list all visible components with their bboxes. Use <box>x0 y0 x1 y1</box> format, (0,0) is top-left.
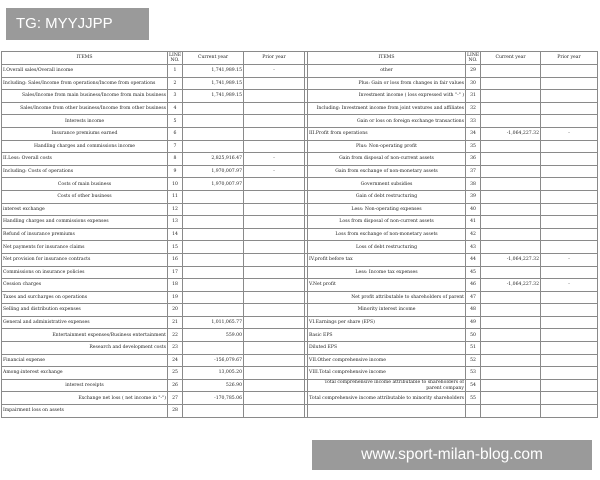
header-current-left: Current year <box>183 52 244 65</box>
row-prior-year-left <box>244 90 305 103</box>
row-item-right: Plus: Non-operating profit <box>308 140 466 153</box>
row-item-right: Total comprehensive income attributable to minority shareholders <box>308 392 466 405</box>
row-prior-year-right <box>541 329 598 342</box>
row-line-no-left: 21 <box>168 316 183 329</box>
header-line-left: LINE NO. <box>169 52 182 63</box>
row-prior-year-right: - <box>541 127 598 140</box>
table-row <box>2 102 598 115</box>
row-current-year-left: 1,970,007.97 <box>183 178 244 191</box>
row-prior-year-left <box>244 367 305 380</box>
row-item-right: Gain from exchange of non-monetary assets <box>308 165 466 178</box>
row-item-left: Impairment loss on assets <box>2 405 168 418</box>
row-line-no-left: 10 <box>168 178 183 191</box>
row-prior-year-left <box>244 127 305 140</box>
table-row <box>2 392 598 405</box>
table-row <box>2 65 598 78</box>
row-item-left: Cession charges <box>2 279 168 292</box>
row-current-year-right: -1,064,227.32 <box>481 279 541 292</box>
row-line-no-left: 14 <box>168 228 183 241</box>
header-current-right: Current year <box>481 52 541 65</box>
row-prior-year-left <box>244 216 305 229</box>
row-prior-year-left <box>244 203 305 216</box>
row-current-year-left: 1,741,989.15 <box>183 65 244 78</box>
row-current-year-left <box>183 127 244 140</box>
row-line-no-left: 12 <box>168 203 183 216</box>
row-prior-year-left <box>244 291 305 304</box>
row-prior-year-left <box>244 405 305 418</box>
row-current-year-right <box>481 190 541 203</box>
row-line-no-left: 27 <box>168 392 183 405</box>
row-line-no-right: 41 <box>466 216 481 229</box>
header-items-left: ITEMS <box>2 52 168 65</box>
row-line-no-right: 44 <box>466 253 481 266</box>
row-current-year-left <box>183 253 244 266</box>
row-current-year-right <box>481 77 541 90</box>
row-line-no-right: 53 <box>466 367 481 380</box>
row-prior-year-right <box>541 216 598 229</box>
row-line-no-left: 17 <box>168 266 183 279</box>
row-current-year-right <box>481 228 541 241</box>
row-prior-year-right <box>541 291 598 304</box>
row-line-no-left: 16 <box>168 253 183 266</box>
row-item-left: Costs of other business <box>2 190 168 203</box>
row-item-right: Minority interest income <box>308 304 466 317</box>
row-line-no-left: 24 <box>168 354 183 367</box>
row-prior-year-left <box>244 241 305 254</box>
header-line-right: LINE NO. <box>467 52 480 63</box>
row-item-right: Plus: Gain or loss from changes in fair values <box>308 77 466 90</box>
row-line-no-left: 7 <box>168 140 183 153</box>
row-item-left: General and administrative expenses <box>2 316 168 329</box>
table-row <box>2 304 598 317</box>
row-line-no-right: 33 <box>466 115 481 128</box>
row-item-left: Sales/Income from main business/Income from main business <box>2 90 168 103</box>
row-prior-year-left <box>244 77 305 90</box>
row-item-left: Among:interest exchange <box>2 367 168 380</box>
row-current-year-left: -156,079.67 <box>183 354 244 367</box>
row-current-year-left: 1,011,065.77 <box>183 316 244 329</box>
row-line-no-right: 55 <box>466 392 481 405</box>
row-item-left: Interests income <box>2 115 168 128</box>
row-item-right: VII.Other comprehensive income <box>308 354 466 367</box>
header-prior-left: Prior year <box>244 52 305 65</box>
row-prior-year-right <box>541 153 598 166</box>
row-item-left: interest receipts <box>2 379 168 392</box>
row-current-year-right <box>481 115 541 128</box>
row-prior-year-right <box>541 367 598 380</box>
row-prior-year-left <box>244 178 305 191</box>
row-prior-year-right <box>541 241 598 254</box>
row-prior-year-right <box>541 316 598 329</box>
table-row <box>2 140 598 153</box>
row-item-left: interest exchange <box>2 203 168 216</box>
table-row <box>2 354 598 367</box>
row-current-year-right <box>481 354 541 367</box>
row-prior-year-left <box>244 354 305 367</box>
row-line-no-left: 11 <box>168 190 183 203</box>
row-item-right: VIII.Total comprehensive income <box>308 367 466 380</box>
row-prior-year-left <box>244 190 305 203</box>
watermark: www.sport-milan-blog.com <box>312 440 592 470</box>
row-item-left: Research and development costs <box>2 342 168 355</box>
row-current-year-right <box>481 316 541 329</box>
row-item-right: Net profit attributable to shareholders of parent <box>308 291 466 304</box>
row-line-no-right: 38 <box>466 178 481 191</box>
row-current-year-right <box>481 65 541 78</box>
row-item-right: Less: Income tax expenses <box>308 266 466 279</box>
income-statement-table <box>1 51 598 418</box>
row-prior-year-left <box>244 253 305 266</box>
row-item-right: Diluted EPS <box>308 342 466 355</box>
row-prior-year-left <box>244 140 305 153</box>
row-item-left: I.Overall sales/Overall income <box>2 65 168 78</box>
row-current-year-right: -1,064,227.32 <box>481 253 541 266</box>
row-current-year-right <box>481 392 541 405</box>
row-prior-year-right: - <box>541 253 598 266</box>
row-prior-year-left <box>244 379 305 392</box>
row-line-no-right: 35 <box>466 140 481 153</box>
row-current-year-left <box>183 266 244 279</box>
row-current-year-left <box>183 203 244 216</box>
row-current-year-right <box>481 405 541 418</box>
table-row <box>2 77 598 90</box>
row-prior-year-left: - <box>244 153 305 166</box>
table-row <box>2 329 598 342</box>
row-current-year-right <box>481 291 541 304</box>
row-line-no-right: 45 <box>466 266 481 279</box>
table-row <box>2 241 598 254</box>
row-prior-year-left <box>244 329 305 342</box>
row-item-left: Handling charges and commissions expenses <box>2 216 168 229</box>
row-item-right: Gain of debt restructuring <box>308 190 466 203</box>
table-row <box>2 115 598 128</box>
row-current-year-left: 559.00 <box>183 329 244 342</box>
row-prior-year-right <box>541 77 598 90</box>
row-current-year-right <box>481 266 541 279</box>
header-items-right: ITEMS <box>308 52 466 65</box>
row-prior-year-right <box>541 304 598 317</box>
row-current-year-right <box>481 379 541 392</box>
table-row <box>2 190 598 203</box>
row-prior-year-left <box>244 316 305 329</box>
row-item-left: Including: Costs of operations <box>2 165 168 178</box>
row-item-right: Basic EPS <box>308 329 466 342</box>
row-line-no-left: 23 <box>168 342 183 355</box>
row-item-right <box>308 405 466 418</box>
row-item-left: Net provision for insurance contracts <box>2 253 168 266</box>
row-current-year-right <box>481 241 541 254</box>
row-prior-year-right <box>541 165 598 178</box>
row-current-year-left <box>183 216 244 229</box>
row-line-no-right: 54 <box>466 379 481 392</box>
row-line-no-right: 36 <box>466 153 481 166</box>
row-item-right: III.Profit from operations <box>308 127 466 140</box>
row-line-no-left: 25 <box>168 367 183 380</box>
table-row <box>2 90 598 103</box>
row-line-no-right: 51 <box>466 342 481 355</box>
row-line-no-left: 8 <box>168 153 183 166</box>
row-item-left: Handling charges and commissions income <box>2 140 168 153</box>
row-line-no-left: 20 <box>168 304 183 317</box>
row-current-year-left: -170,785.06 <box>183 392 244 405</box>
row-item-right: Government subsidies <box>308 178 466 191</box>
row-prior-year-right <box>541 65 598 78</box>
row-line-no-left: 3 <box>168 90 183 103</box>
row-prior-year-right <box>541 405 598 418</box>
row-line-no-right <box>466 405 481 418</box>
row-line-no-left: 9 <box>168 165 183 178</box>
row-prior-year-right <box>541 190 598 203</box>
row-current-year-left <box>183 241 244 254</box>
row-item-left: Including: Sales/Income from operations/Income from operations <box>2 77 168 90</box>
row-prior-year-right <box>541 379 598 392</box>
row-item-left: Sales/Income from other business/Income from other business <box>2 102 168 115</box>
row-line-no-right: 50 <box>466 329 481 342</box>
row-prior-year-left <box>244 342 305 355</box>
row-prior-year-right <box>541 392 598 405</box>
table-row <box>2 279 598 292</box>
row-item-left: Refund of insurance premiums <box>2 228 168 241</box>
row-line-no-right: 46 <box>466 279 481 292</box>
row-line-no-right: 32 <box>466 102 481 115</box>
row-current-year-left <box>183 279 244 292</box>
row-line-no-left: 5 <box>168 115 183 128</box>
row-current-year-left: 526.90 <box>183 379 244 392</box>
row-line-no-left: 6 <box>168 127 183 140</box>
row-current-year-left <box>183 291 244 304</box>
row-current-year-left: 1,741,989.15 <box>183 90 244 103</box>
row-line-no-left: 18 <box>168 279 183 292</box>
row-current-year-left: 1,970,007.97 <box>183 165 244 178</box>
table-row <box>2 379 598 392</box>
row-line-no-left: 22 <box>168 329 183 342</box>
row-line-no-right: 39 <box>466 190 481 203</box>
row-item-left: Commissions on insurance policies <box>2 266 168 279</box>
row-current-year-left <box>183 228 244 241</box>
row-item-left: Exchange net loss ( net income in "-") <box>2 392 168 405</box>
row-line-no-right: 29 <box>466 65 481 78</box>
row-current-year-left <box>183 405 244 418</box>
row-item-right: IV.profit before tax <box>308 253 466 266</box>
row-line-no-right: 42 <box>466 228 481 241</box>
table-row <box>2 367 598 380</box>
row-prior-year-right <box>541 266 598 279</box>
row-current-year-right <box>481 216 541 229</box>
row-item-left: Insurance premiums earned <box>2 127 168 140</box>
row-current-year-left <box>183 304 244 317</box>
row-prior-year-right <box>541 228 598 241</box>
tag-label: TG: MYYJJPP <box>6 8 149 40</box>
row-current-year-left <box>183 140 244 153</box>
row-prior-year-right <box>541 203 598 216</box>
row-item-right: Loss from disposal of non-current assets <box>308 216 466 229</box>
row-current-year-right <box>481 178 541 191</box>
row-item-right: Including: Investment income from joint ventures and affiliates <box>308 102 466 115</box>
table-row <box>2 153 598 166</box>
row-item-right: Gain or loss on foreign exchange transactions <box>308 115 466 128</box>
table-row <box>2 127 598 140</box>
row-prior-year-right <box>541 102 598 115</box>
row-item-left: Financial expense <box>2 354 168 367</box>
row-line-no-right: 47 <box>466 291 481 304</box>
row-item-left: Net payments for insurance claims <box>2 241 168 254</box>
row-item-right: Total comprehensive income attributable to shareholders of parent company <box>308 379 466 392</box>
row-line-no-right: 31 <box>466 90 481 103</box>
row-current-year-left: 1,741,989.15 <box>183 77 244 90</box>
row-prior-year-left <box>244 392 305 405</box>
row-current-year-left: 2,825,916.47 <box>183 153 244 166</box>
table-row <box>2 253 598 266</box>
row-item-right: Loss of debt restructuring <box>308 241 466 254</box>
row-line-no-right: 40 <box>466 203 481 216</box>
row-prior-year-right <box>541 90 598 103</box>
row-item-right: V.Net profit <box>308 279 466 292</box>
row-item-right: other <box>308 65 466 78</box>
row-current-year-right <box>481 304 541 317</box>
row-prior-year-left <box>244 266 305 279</box>
row-line-no-left: 13 <box>168 216 183 229</box>
row-line-no-left: 4 <box>168 102 183 115</box>
row-current-year-right: -1,064,227.32 <box>481 127 541 140</box>
table-row <box>2 228 598 241</box>
row-item-left: Costs of main business <box>2 178 168 191</box>
table-row <box>2 342 598 355</box>
table-row <box>2 316 598 329</box>
row-item-left: Taxes and surcharges on operations <box>2 291 168 304</box>
header-row <box>2 52 598 65</box>
row-current-year-left <box>183 102 244 115</box>
row-current-year-right <box>481 165 541 178</box>
row-prior-year-left <box>244 102 305 115</box>
row-prior-year-left: - <box>244 65 305 78</box>
row-current-year-right <box>481 342 541 355</box>
row-prior-year-left <box>244 279 305 292</box>
row-current-year-left <box>183 342 244 355</box>
row-item-left: Entertainment expenses/Business entertainment <box>2 329 168 342</box>
row-line-no-right: 30 <box>466 77 481 90</box>
row-prior-year-right <box>541 140 598 153</box>
table-row <box>2 178 598 191</box>
row-line-no-right: 43 <box>466 241 481 254</box>
row-prior-year-right <box>541 342 598 355</box>
row-prior-year-left <box>244 115 305 128</box>
row-current-year-right <box>481 329 541 342</box>
row-current-year-left: 13,005.20 <box>183 367 244 380</box>
table-row <box>2 216 598 229</box>
row-prior-year-right <box>541 178 598 191</box>
row-current-year-right <box>481 90 541 103</box>
row-prior-year-left <box>244 304 305 317</box>
row-line-no-left: 26 <box>168 379 183 392</box>
row-item-right: Investment income ( loss expressed with "-" ) <box>308 90 466 103</box>
row-line-no-left: 19 <box>168 291 183 304</box>
row-prior-year-left: - <box>244 165 305 178</box>
row-current-year-right <box>481 367 541 380</box>
table-row <box>2 291 598 304</box>
row-current-year-right <box>481 153 541 166</box>
row-line-no-left: 1 <box>168 65 183 78</box>
row-line-no-right: 37 <box>466 165 481 178</box>
row-line-no-left: 15 <box>168 241 183 254</box>
table-row <box>2 405 598 418</box>
table-row <box>2 266 598 279</box>
row-prior-year-right <box>541 354 598 367</box>
row-current-year-left <box>183 190 244 203</box>
row-item-right: Gain from disposal of non-current assets <box>308 153 466 166</box>
row-line-no-left: 2 <box>168 77 183 90</box>
row-current-year-right <box>481 140 541 153</box>
row-current-year-left <box>183 115 244 128</box>
header-prior-right: Prior year <box>541 52 598 65</box>
row-line-no-right: 34 <box>466 127 481 140</box>
table-row <box>2 165 598 178</box>
row-line-no-right: 52 <box>466 354 481 367</box>
row-item-right: VI.Earnings per share (EPS) <box>308 316 466 329</box>
row-prior-year-right <box>541 115 598 128</box>
row-line-no-right: 49 <box>466 316 481 329</box>
table-body <box>2 52 598 418</box>
row-current-year-right <box>481 203 541 216</box>
row-item-right: Less: Non-operating expenses <box>308 203 466 216</box>
row-item-left: II.Less: Overall costs <box>2 153 168 166</box>
row-prior-year-right: - <box>541 279 598 292</box>
table-row <box>2 203 598 216</box>
row-item-right: Loss from exchange of non-monetary assets <box>308 228 466 241</box>
row-prior-year-left <box>244 228 305 241</box>
row-current-year-right <box>481 102 541 115</box>
row-line-no-left: 28 <box>168 405 183 418</box>
row-item-left: Selling and distribution expenses <box>2 304 168 317</box>
row-line-no-right: 48 <box>466 304 481 317</box>
